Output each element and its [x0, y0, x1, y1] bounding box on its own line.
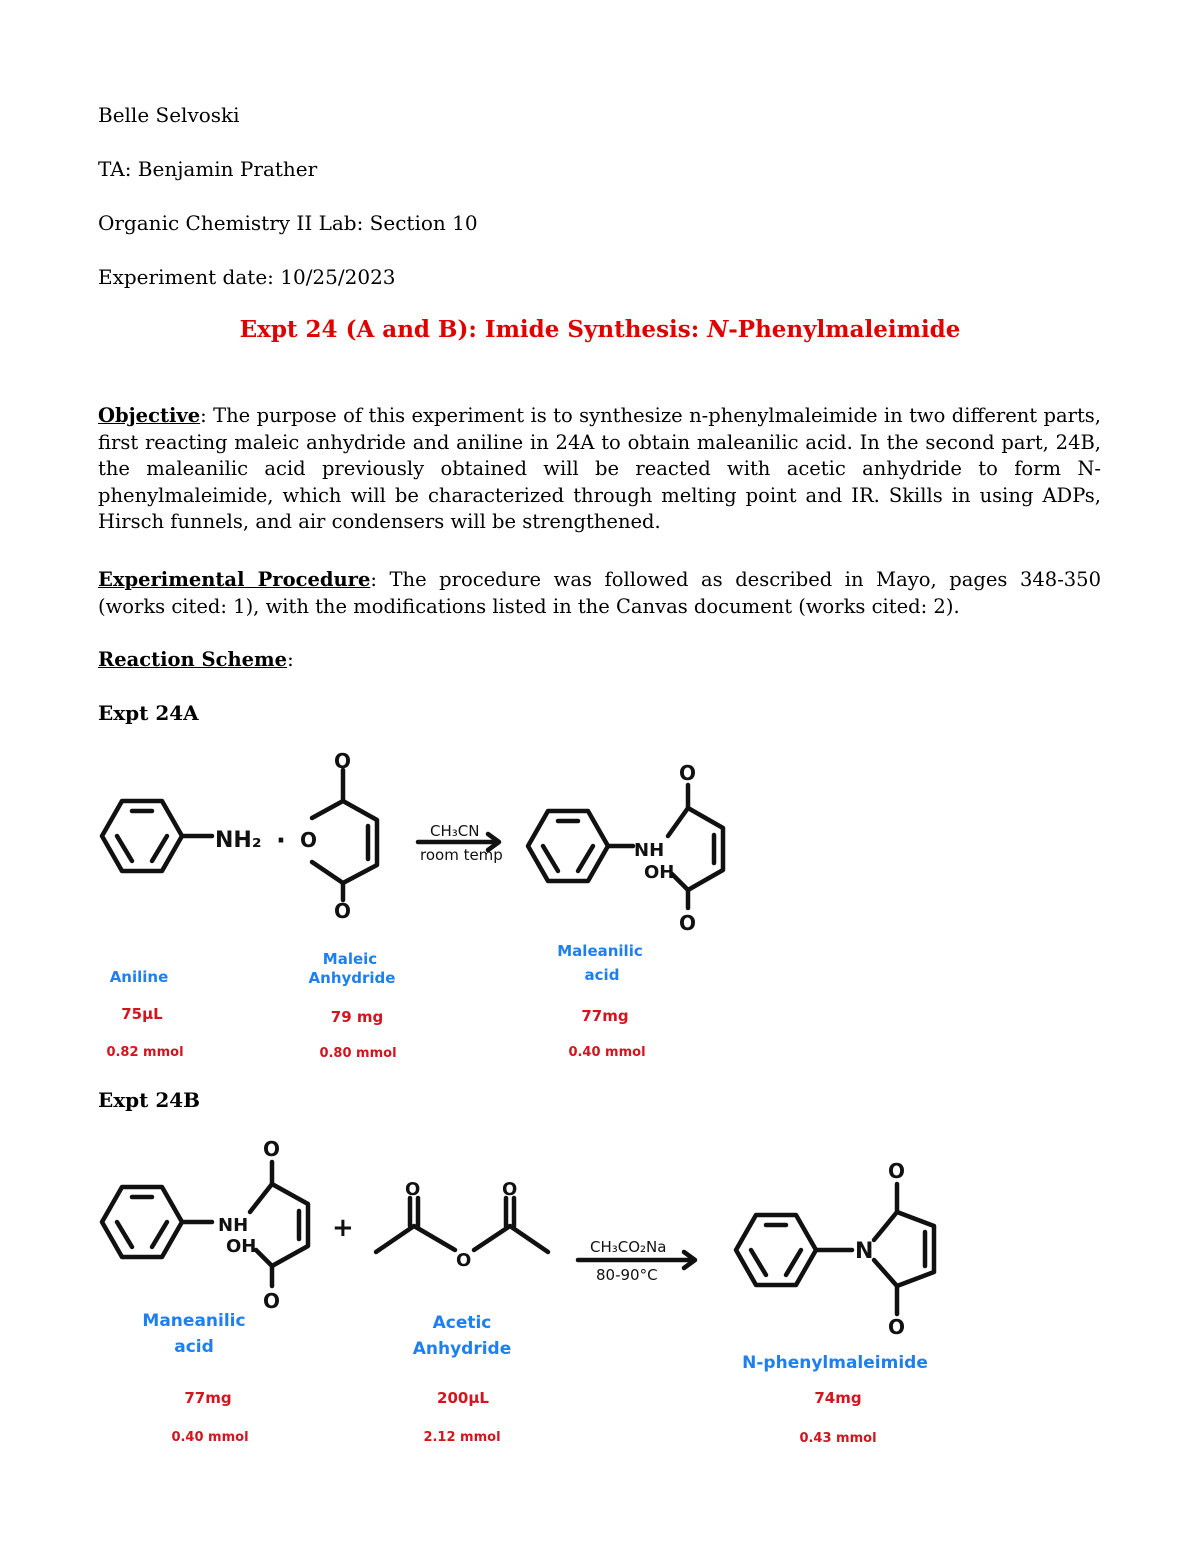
experiment-date: Experiment date: 10/25/2023 — [98, 265, 396, 289]
acetic-amount: 200µL — [437, 1389, 489, 1407]
reagent-a-bottom: room temp — [420, 846, 503, 864]
maleic-name-line1: Maleic — [322, 950, 378, 968]
reaction-scheme-colon: : — [287, 648, 294, 671]
maleic-ring-oxygen: O — [300, 828, 318, 852]
maleimide-top-oxygen: O — [888, 1159, 906, 1183]
product-oh: OH — [644, 862, 675, 883]
maleic-name-line2: Anhydride — [308, 969, 396, 987]
phenylmaleimide-amount: 74mg — [814, 1389, 862, 1407]
acetic-right-oxygen: O — [502, 1179, 518, 1200]
reactant-top-oxygen: O — [263, 1137, 281, 1161]
nh2-group: NH₂ — [215, 828, 262, 853]
reactant-nh: NH — [218, 1215, 249, 1236]
phenylmaleimide-name: N-phenylmaleimide — [742, 1353, 928, 1373]
maleimide-nitrogen: N — [855, 1239, 874, 1264]
acetic-name-line1: Acetic — [432, 1313, 492, 1333]
objective-text: : The purpose of this experiment is to synthesize n-phenylmaleimide in two different parts, first reacting maleic anhydride and aniline in 24A to obtain maleanilic acid. In the second part, 24B, the maleanilic acid previously obtained will be reacted with acetic anhydride to form N-phenylmaleimide, which will be characterized through melting point and IR. Skills in using ADPs, Hirsch funnels, and air condensers will be strengthened. — [98, 404, 1101, 533]
ta-name: TA: Benjamin Prather — [98, 157, 318, 181]
aniline-name: Aniline — [109, 968, 169, 986]
reactant-oh: OH — [226, 1236, 257, 1257]
maneanilic-amount: 77mg — [184, 1389, 232, 1407]
reagent-b-bottom: 80-90°C — [596, 1266, 658, 1284]
maleic-mmol: 0.80 mmol — [319, 1046, 397, 1061]
expt-24b-scheme — [0, 1128, 1200, 1458]
maleic-bottom-oxygen: O — [334, 899, 352, 923]
acetic-mmol: 2.12 mmol — [423, 1430, 501, 1445]
procedure-heading: Experimental Procedure — [98, 568, 371, 591]
title-italic-n: N — [707, 316, 729, 343]
acetic-anhydride-chain — [376, 1226, 548, 1252]
acetic-left-oxygen: O — [405, 1179, 421, 1200]
reaction-scheme-heading: Reaction Scheme — [98, 648, 288, 671]
aniline-amount: 75µL — [121, 1005, 163, 1023]
phenylmaleimide-mmol: 0.43 mmol — [799, 1431, 877, 1446]
maneanilic-name-line1: Maneanilic — [142, 1311, 246, 1331]
reactant-bottom-oxygen: O — [263, 1289, 281, 1313]
product-nh: NH — [634, 840, 665, 861]
page-title — [0, 316, 1200, 343]
student-name: Belle Selvoski — [98, 103, 240, 127]
expt-24b-heading: Expt 24B — [98, 1088, 201, 1112]
acetic-name-line2: Anhydride — [412, 1339, 512, 1359]
maleanilic-name-line1: Maleanilic — [557, 942, 643, 960]
maneanilic-name-line2: acid — [174, 1337, 214, 1357]
maleanilic-amount: 77mg — [581, 1007, 629, 1025]
procedure-text: : The procedure was followed as described in Mayo, pages 348-350 (works cited: 1), with the modifications listed in the Canvas document (works cited: 2). — [98, 568, 1101, 618]
maleanilic-name-line2: acid — [584, 966, 620, 984]
reaction-scheme-heading-line — [98, 647, 1101, 674]
expt-24a-heading: Expt 24A — [98, 701, 199, 725]
course-section: Organic Chemistry II Lab: Section 10 — [98, 211, 478, 235]
maleimide-bottom-oxygen: O — [888, 1315, 906, 1339]
product-top-oxygen: O — [679, 761, 697, 785]
maleic-amount: 79 mg — [330, 1008, 384, 1026]
maleanilic-mmol: 0.40 mmol — [568, 1045, 646, 1060]
procedure-paragraph — [98, 567, 1101, 620]
acetic-bridge-oxygen: O — [456, 1250, 472, 1271]
title-prefix: Expt 24 (A and B): Imide Synthesis: — [239, 316, 708, 343]
maleic-top-oxygen: O — [334, 749, 352, 773]
reagent-b-top: CH₃CO₂Na — [590, 1238, 667, 1256]
objective-heading: Objective — [98, 404, 201, 427]
plus-sign: + — [332, 1213, 354, 1243]
aniline-mmol: 0.82 mmol — [106, 1045, 184, 1060]
maneanilic-mmol: 0.40 mmol — [171, 1430, 249, 1445]
reagent-a-top: CH₃CN — [430, 822, 480, 840]
plus-dot: · — [276, 826, 286, 856]
expt-24a-scheme — [0, 740, 1200, 1070]
title-suffix: -Phenylmaleimide — [728, 316, 961, 343]
product-bottom-oxygen: O — [679, 911, 697, 935]
objective-paragraph — [98, 403, 1101, 536]
